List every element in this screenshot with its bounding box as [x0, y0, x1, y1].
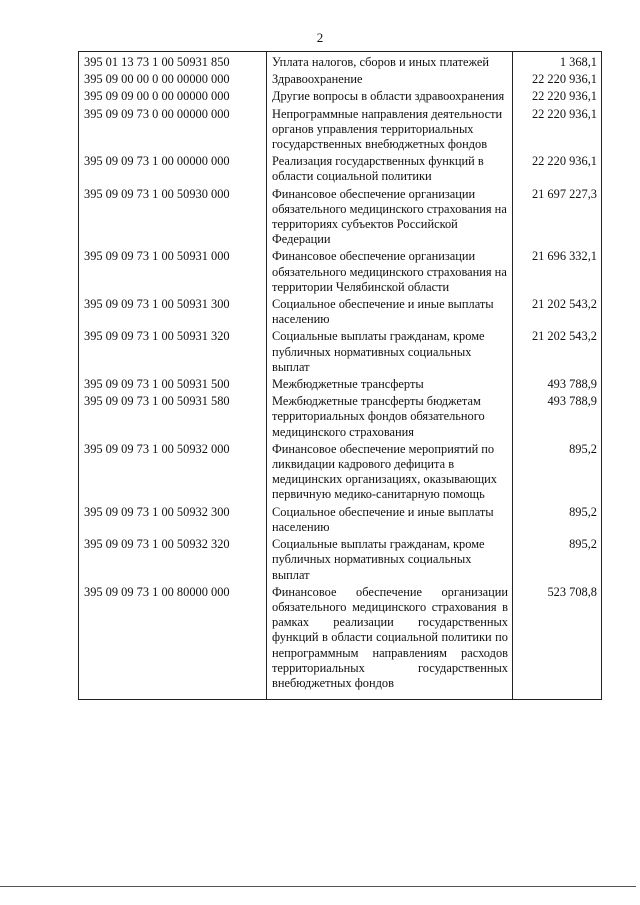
table-row [79, 107, 602, 155]
row-amount: 22 220 936,1 [513, 89, 602, 106]
row-code: 395 09 00 00 0 00 00000 000 [79, 72, 267, 89]
row-name: Финансовое обеспечение организации обязательного медицинского страхования на территории Челябинской области [267, 249, 513, 297]
row-code: 395 09 09 73 1 00 00000 000 [79, 154, 267, 186]
row-amount: 493 788,9 [513, 377, 602, 394]
row-name: Социальное обеспечение и иные выплаты населению [267, 505, 513, 537]
table-row [79, 187, 602, 250]
row-amount: 22 220 936,1 [513, 107, 602, 155]
row-code: 395 09 09 73 1 00 50931 300 [79, 297, 267, 329]
row-code: 395 09 09 73 1 00 50931 500 [79, 377, 267, 394]
table-row [79, 329, 602, 377]
row-code: 395 09 09 73 1 00 50932 320 [79, 537, 267, 585]
row-amount: 21 202 543,2 [513, 297, 602, 329]
table-row [79, 442, 602, 505]
row-amount: 22 220 936,1 [513, 154, 602, 186]
row-name: Межбюджетные трансферты [267, 377, 513, 394]
table-row [79, 585, 602, 700]
row-code: 395 09 09 73 1 00 50931 580 [79, 394, 267, 442]
row-name: Финансовое обеспечение мероприятий по ликвидации кадрового дефицита в медицинских организациях, оказывающих первичную медико-санитарную помощь [267, 442, 513, 505]
row-amount: 523 708,8 [513, 585, 602, 700]
table-row [79, 52, 602, 73]
row-name: Финансовое обеспечение организации обязательного медицинского страхования в рамках реализации государственных функций в области социальной политики по непрограммным направлениям расходов территориальных государственных внебюджетных фондов [267, 585, 513, 700]
row-amount: 21 697 227,3 [513, 187, 602, 250]
budget-table-body [79, 52, 602, 700]
table-row [79, 72, 602, 89]
budget-table [78, 51, 602, 700]
table-row [79, 297, 602, 329]
row-name: Уплата налогов, сборов и иных платежей [267, 52, 513, 73]
row-amount: 895,2 [513, 537, 602, 585]
row-amount: 1 368,1 [513, 52, 602, 73]
table-row [79, 89, 602, 106]
row-code: 395 09 09 73 1 00 50931 320 [79, 329, 267, 377]
page-bottom-rule [0, 886, 636, 887]
row-code: 395 01 13 73 1 00 50931 850 [79, 52, 267, 73]
row-code: 395 09 09 73 1 00 80000 000 [79, 585, 267, 700]
row-name: Социальные выплаты гражданам, кроме публичных нормативных социальных выплат [267, 329, 513, 377]
table-row [79, 154, 602, 186]
row-name: Другие вопросы в области здравоохранения [267, 89, 513, 106]
row-code: 395 09 09 00 0 00 00000 000 [79, 89, 267, 106]
page-number: 2 [316, 30, 324, 45]
row-name: Финансовое обеспечение организации обязательного медицинского страхования на территориях субъектов Российской Федерации [267, 187, 513, 250]
row-amount: 895,2 [513, 505, 602, 537]
row-amount: 493 788,9 [513, 394, 602, 442]
row-amount: 22 220 936,1 [513, 72, 602, 89]
table-row [79, 249, 602, 297]
table-row [79, 505, 602, 537]
table-row [79, 377, 602, 394]
row-name: Межбюджетные трансферты бюджетам территориальных фондов обязательного медицинского страхования [267, 394, 513, 442]
row-amount: 21 202 543,2 [513, 329, 602, 377]
row-amount: 21 696 332,1 [513, 249, 602, 297]
row-code: 395 09 09 73 0 00 00000 000 [79, 107, 267, 155]
row-code: 395 09 09 73 1 00 50931 000 [79, 249, 267, 297]
row-amount: 895,2 [513, 442, 602, 505]
row-name: Социальное обеспечение и иные выплаты населению [267, 297, 513, 329]
row-name: Социальные выплаты гражданам, кроме публичных нормативных социальных выплат [267, 537, 513, 585]
table-row [79, 394, 602, 442]
row-name: Реализация государственных функций в области социальной политики [267, 154, 513, 186]
row-name: Здравоохранение [267, 72, 513, 89]
table-row [79, 537, 602, 585]
row-code: 395 09 09 73 1 00 50932 300 [79, 505, 267, 537]
row-name: Непрограммные направления деятельности органов управления территориальных государственных внебюджетных фондов [267, 107, 513, 155]
row-code: 395 09 09 73 1 00 50932 000 [79, 442, 267, 505]
row-code: 395 09 09 73 1 00 50930 000 [79, 187, 267, 250]
